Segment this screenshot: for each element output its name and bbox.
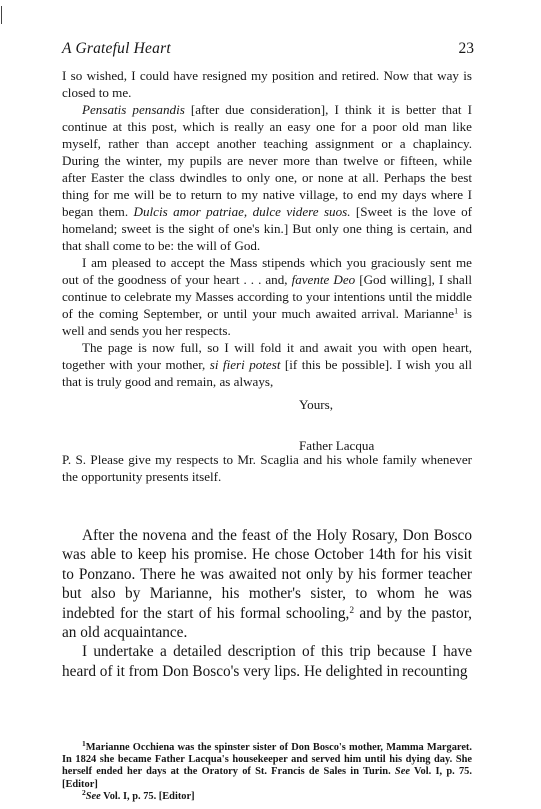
letter-text	[62, 67, 472, 390]
footnote-ref-1: 1	[454, 306, 459, 316]
footnote-2: $^2$See Vol. I, p. 75. [Editor]	[82, 787, 195, 802]
footnotes	[62, 738, 472, 803]
page-number: 23	[458, 40, 474, 57]
body-paragraph-2: I undertake a detailed description of this trip because I have heard of it from Don Bosco's very lips. He delighted in recounting	[62, 643, 472, 680]
latin-phrase: favente Deo	[291, 272, 356, 287]
footnote-number: 1	[82, 738, 86, 748]
footnote-ref-2: 2	[349, 605, 355, 616]
footnote-number: 2	[82, 787, 86, 797]
body-text	[62, 526, 472, 681]
latin-phrase: Dulcis amor patriae, dulce videre suos.	[133, 204, 351, 219]
postscript: P. S. Please give my respects to Mr. Scaglia and his whole family whenever the opportunity presents itself.	[62, 452, 472, 484]
latin-phrase: Pensatis pensandis	[82, 102, 185, 117]
running-header	[62, 40, 474, 62]
letter-paragraph-4: The page is now full, so I will fold it and await you with open heart, together with your mother, si fieri potest [if this be possible]. I wish you all that is truly good and remain, as always,	[62, 340, 472, 389]
letter-paragraph-3: I am pleased to accept the Mass stipends which you graciously sent me out of the goodness of your heart . . . and, favente Deo [God willing], I shall continue to celebrate my Masses according to your intentions until the middle of the coming September, or until your much awaited arrival. Marianne$^1$ is well and sends you her respects.	[62, 255, 472, 338]
page-edge-mark	[1, 6, 2, 24]
letter-paragraph-1: I so wished, I could have resigned my position and retired. Now that way is closed to me.	[62, 68, 472, 100]
footnote-1: $^1$Marianne Occhiena was the spinster sister of Don Bosco's mother, Mamma Margaret. In 1824 she became Father Lacqua's housekeeper and served him until his dying day. She herself ended her days at the Oratory of St. Francis de Sales in Turin. See Vol. I, p. 75. [Editor]	[62, 738, 472, 790]
body-paragraph-1: After the novena and the feast of the Holy Rosary, Don Bosco was able to keep his promise. He chose October 14th for his visit to Ponzano. There he was awaited not only by his former teacher but also by Marianne, his mother's sister, to whom he was indebted for the start of his formal schooling,$^2$ and by the pastor, an old acquaintance.	[62, 527, 473, 642]
running-title: A Grateful Heart	[62, 40, 171, 57]
letter-signature: Father Lacqua	[299, 438, 375, 453]
letter-paragraph-2: Pensatis pensandis [after due consideration], I think it is better that I continue at this post, which is really an easy one for a poor old man like myself, rather than accept another teaching assignment or a chaplaincy. During the winter, my pupils are never more than twelve or fifteen, while after Easter the class dwindles to only one, or none at all. Perhaps the best thing for me will be to return to my native village, to end my days where I began them. Dulcis amor patriae, dulce videre suos. [Sweet is the love of homeland; sweet is the sight of one's kin.] But only one thing is certain, and that shall come to be: the will of God.	[62, 102, 472, 253]
latin-phrase: si fieri potest	[209, 357, 281, 372]
closing-salutation: Yours,	[299, 397, 333, 412]
letter-closing	[299, 396, 374, 454]
